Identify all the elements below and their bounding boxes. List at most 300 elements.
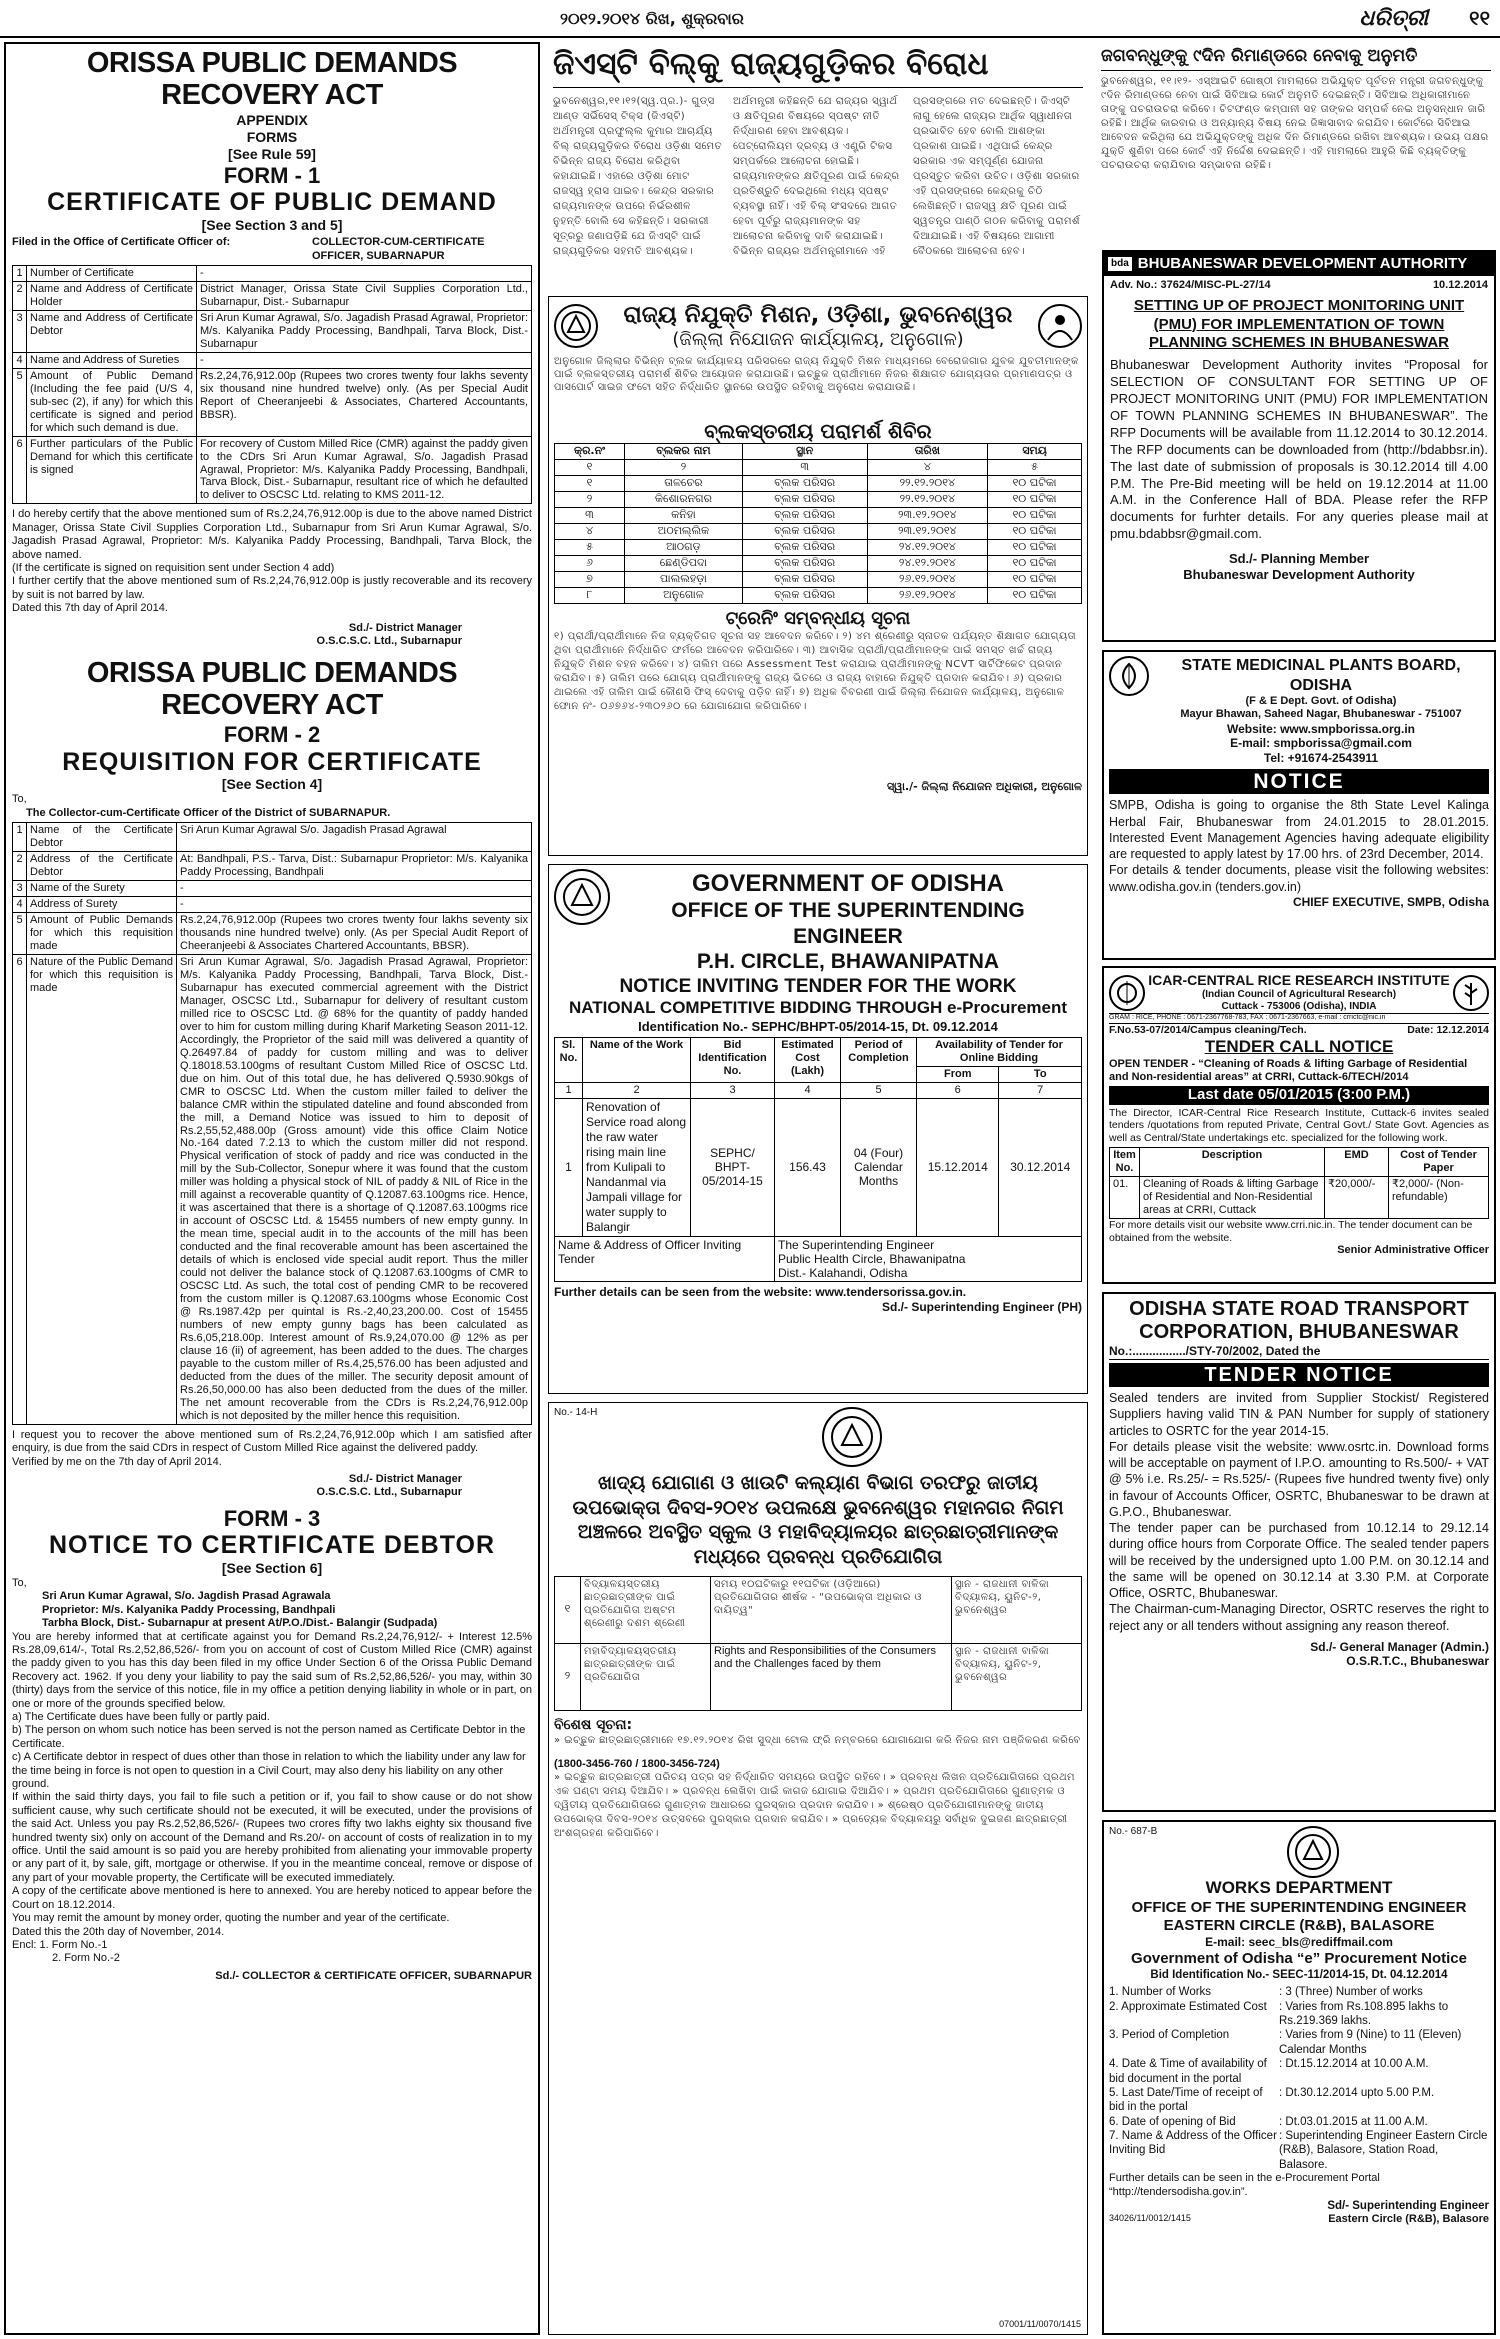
notice-date: Dated this the 20th day of November, 2014. (12, 1925, 225, 1938)
camp-cell: ବ୍ଲକ ପରିସର (742, 588, 867, 604)
works-further: Further details can be seen in the e-Procurement Portal “http://tendersodisha.gov.in”. (1109, 2172, 1380, 2198)
filed-line (12, 236, 532, 263)
crri-ref-line (1109, 1024, 1489, 1037)
table-row (555, 1098, 1082, 1236)
row-value: - (177, 897, 532, 913)
mission-logo-icon (1038, 304, 1082, 348)
row-number: 3 (13, 881, 27, 897)
office-se: OFFICE OF THE SUPERINTENDING ENGINEER (671, 899, 1025, 948)
camp-cell: ପାଲଲହଡ଼ା (625, 572, 743, 588)
remand-headline: ଜଗବନ୍ଧୁଙ୍କୁ ୯ଦିନ ରିମାଣ୍ଡରେ ନେବାକୁ ଅନୁମତି (1101, 46, 1491, 71)
works-item-label: 1. Number of Works (1109, 1986, 1212, 1999)
crri-ad (1102, 966, 1496, 1284)
camp-cell: ବ୍ଲକ ପରିସର (742, 492, 867, 508)
bda-title: BHUBANESWAR DEVELOPMENT AUTHORITY (1137, 254, 1468, 272)
row-number: 5 (13, 913, 27, 955)
camp-cell: ୩ (555, 508, 625, 524)
crri-title-block (1145, 972, 1453, 1013)
crri-cell: Cleaning of Roads & lifting Garbage of Residential and Non-Residential areas at CRRI, Cuttack (1140, 1176, 1325, 1218)
col-number: 4 (775, 1082, 841, 1098)
row-key: Name of the Certificate Debtor (27, 823, 177, 852)
nit-title: NOTICE INVITING TENDER FOR THE WORK (619, 976, 1017, 998)
table-row (13, 310, 532, 352)
table-row (555, 556, 1082, 572)
crri-file-no: F.No.53-07/2014/Campus cleaning/Tech. (1109, 1023, 1307, 1036)
camp-col-time: ସମୟ (988, 444, 1082, 460)
works-circle: EASTERN CIRCLE (R&B), BALASORE (1163, 1917, 1435, 1935)
essay-topic: ସମୟ ୧୦ଘଟିକାରୁ ୧୧ଘଟିକା (ଓଡ଼ିଆରେ) ପ୍ରତିଯୋଗିତାର ଶୀର୍ଷକ - "ଉପଭୋକ୍ତା ଅଧିକାର ଓ ଦାୟିତ୍ୱ" (711, 1576, 952, 1643)
col-number: 5 (841, 1082, 917, 1098)
crri-contact: GRAM : RICE, PHONE : 0671-2367768-783, FAX : 0671-2367663, e-mail : crrictc@nic.in (1109, 1013, 1489, 1024)
works-footer (1109, 2213, 1489, 2226)
ground-item: b) The person on whom such notice has been served is not the person named as Certificate Debtor in the Certificate. (12, 1724, 526, 1750)
food-ad-header (554, 1407, 1082, 1467)
cell-cost: 156.43 (775, 1098, 841, 1236)
essay-row-num: ୨ (555, 1643, 581, 1710)
bda-adv-date: 10.12.2014 (1432, 279, 1488, 291)
smpb-email: E-mail: smpborissa@gmail.com (1230, 736, 1412, 751)
essay-category: ବିଦ୍ୟାଳୟସ୍ତରୀୟ ଛାତ୍ରଛାତ୍ରୀଙ୍କ ପାଇଁ ପ୍ରତିଯୋଗିତା ଅଷ୍ଟମ ଶ୍ରେଣୀରୁ ଦଶମ ଶ୍ରେଣୀ (581, 1576, 711, 1643)
masthead: ଧରିତ୍ରୀ (1359, 5, 1428, 31)
works-title: WORKS DEPARTMENT (1205, 1878, 1393, 1897)
essay-row-num: ୧ (555, 1576, 581, 1643)
table-row (555, 476, 1082, 492)
odisha-emblem-icon (1287, 1826, 1339, 1878)
crri-signature: Senior Administrative Officer (1337, 1244, 1489, 1257)
smpb-title: STATE MEDICINAL PLANTS BOARD, ODISHA (1181, 657, 1461, 694)
enclosure-1: Encl: 1. Form No.-1 (12, 1938, 108, 1951)
form3-title: NOTICE TO CERTIFICATE DEBTOR (48, 1531, 496, 1560)
row-key: Name and Address of Sureties (27, 352, 197, 368)
essay-venue: ସ୍ଥାନ - ରାଜଧାନୀ ବାଳିକା ବିଦ୍ୟାଳୟ, ୟୁନିଟ-୨, ଭୁବନେଶ୍ୱର (952, 1643, 1082, 1710)
form1-title: CERTIFICATE OF PUBLIC DEMAND (47, 188, 497, 217)
camp-cell: ଆଠଗଡ଼ (625, 540, 743, 556)
officer-label: Name & Address of Officer Inviting Tender (555, 1236, 775, 1281)
cell-bid: SEPHC/ BHPT-05/2014-15 (691, 1098, 775, 1236)
smpb-ad (1102, 650, 1496, 960)
works-item-value: : Dt.15.12.2014 at 10.00 A.M. (1279, 2058, 1429, 2071)
table-row (13, 954, 532, 1424)
camp-cell: ୨୨.୧୨.୨୦୧୪ (867, 492, 988, 508)
special-note-text: » ଇଚ୍ଛୁକ ଛାତ୍ରଛାତ୍ରୀମାନେ ୧୭.୧୨.୨୦୧୪ ରିଖ ସୁଦ୍ଧା ଟୋଲ ଫ୍ରି ନମ୍ବରରେ ଯୋଗାଯୋଗ କରି ନିଜର ନାମ ପଞ୍ଜିକରଣ କରିବେ (554, 1734, 1081, 1746)
row-key: Address of Surety (27, 897, 177, 913)
row-number: 3 (13, 310, 27, 352)
request-text: I request you to recover the above mentioned sum of Rs.2,24,76,912.00p which I am satisfied after enquiry, is due from the said CDrs in respect of Custom Milled Rice against the delivered paddy. (12, 1428, 532, 1455)
works-item (1109, 2000, 1489, 2029)
row-key: Name and Address of Certificate Holder (27, 281, 197, 310)
th-period: Period of Completion (841, 1037, 917, 1082)
camp-cell: ୨୩.୧୨.୨୦୧୪ (867, 508, 988, 524)
form2-section: [See Section 4] (221, 776, 323, 793)
notice-banner: NOTICE (1109, 769, 1489, 795)
camp-cell: ବ୍ଲକ ପରିସର (742, 556, 867, 572)
works-item (1109, 2115, 1489, 2129)
row-value: - (197, 352, 532, 368)
camp-num: ୨ (625, 460, 743, 476)
row-key: Further particulars of the Public Demand for which this certificate is signed (27, 436, 197, 504)
th-bid: Bid Identification No. (691, 1037, 775, 1082)
work-tender-table (554, 1037, 1082, 1282)
signature-collector: Sd./- COLLECTOR & CERTIFICATE OFFICER, SUBARNAPUR (215, 1969, 532, 1982)
camp-cell: ବ୍ଲକ ପରିସର (742, 524, 867, 540)
row-key: Amount of Public Demand (Including the fee paid (U/S 4, sub-sec (2), if any) for which this certificate is signed and period for which such demand is due. (27, 368, 197, 436)
works-item-value: : Varies from 9 (Nine) to 11 (Eleven) Calendar Months (1279, 2029, 1462, 2056)
ph-circle-tender (548, 864, 1088, 1394)
ph-header (554, 869, 1082, 975)
smpb-address: Mayur Bhawan, Saheed Nagar, Bhubaneswar - 751007 (1180, 708, 1462, 721)
essay-topic-en: Rights and Responsibilities of the Consumers and the Challenges faced by them (714, 1644, 936, 1670)
article-body-text: ଭୁବନେଶ୍ୱର,୧୧।୧୨(ସ୍ୱ.ପ୍ର.)- ଗୁଡ୍ସ ଆଣ୍ଡ ସର୍ଭିସେସ୍ ଟିକ୍ସ (ଜିଏସ୍ଟି) ଅର୍ଥମନ୍ତ୍ରୀ ପ୍ରଫୁଲ୍ଲ କୁମାର ଆଚାର୍ଯ୍ୟ ବିଲ୍ ରାଜ୍ୟଗୁଡ଼ିକର ବିରୋଧ ଓଡ଼ିଶା ସମେତ ବିଭିନ୍ନ ରାଜ୍ୟ ବିରୋଧ କରିଥିବା କହାଯାଇଛି। ଏହାରେ ଓଡ଼ିଶା ମୋଟ ରାଜସ୍ୱ ହ୍ରାସ ପାଇବ। କେନ୍ଦ୍ର ସରକାର ରାଜ୍ୟମାନଙ୍କ ଉପରେ ନିର୍ଭରଶୀଳ ନୁହନ୍ତି ବୋଲି ସେ କହିଛନ୍ତି। ସରକାରୀ ସୂତ୍ରରୁ ଜଣାପଡ଼ିଛି ଯେ ଜିଏସ୍ଟି ପାଇଁ ରାଜ୍ୟଗୁଡ଼ିକର ସହମତି ଆବଶ୍ୟକ। ଅର୍ଥମନ୍ତ୍ରୀ କହିଛନ୍ତି ଯେ ରାଜ୍ୟର ସ୍ୱାର୍ଥ ଓ କ୍ଷତିପୂରଣ ବିଷୟରେ ସ୍ପଷ୍ଟ ନୀତି ନିର୍ଦ୍ଧାରଣ ହେବା ଆବଶ୍ୟକ। ପେଟ୍ରୋଲିୟମ ଦ୍ରବ୍ୟ ଓ ଏଣ୍ଟ୍ରି ଟିକସ ସମ୍ପର୍କରେ ଆଲୋଚନା ହୋଇଛି। ରାଜ୍ୟମାନଙ୍କର କ୍ଷତିପୂରଣ ପାଇଁ କେନ୍ଦ୍ର ପ୍ରତିଶ୍ରୁତି ଦେଇଥିଲେ ମଧ୍ୟ ସ୍ପଷ୍ଟ ବ୍ୟବସ୍ଥା ନାହିଁ। ଏହି ବିଲ୍ ସଂସଦରେ ଆଗତ ହେବା ପୂର୍ବରୁ ରାଜ୍ୟମାନଙ୍କ ସହ ଆଲୋଚନା କରିବାକୁ ଦାବି କରାଯାଇଛି। ବିଭିନ୍ନ ରାଜ୍ୟର ଅର୍ଥମନ୍ତ୍ରୀମାନେ ଏହି ପ୍ରସଙ୍ଗରେ ମତ ଦେଇଛନ୍ତି। ଜିଏସ୍ଟି ଲାଗୁ ହେଲେ ରାଜ୍ୟର ଆର୍ଥିକ ସ୍ୱାଧୀନତା ପ୍ରଭାବିତ ହେବ ବୋଲି ଆଶଙ୍କା ପ୍ରକାଶ ପାଇଛି। ଏଥିପାଇଁ କେନ୍ଦ୍ର ସରକାର ଏକ ସମ୍ପୂର୍ଣ୍ଣ ଯୋଜନା ପ୍ରସ୍ତୁତ କରିବା ଉଚିତ। ଓଡ଼ିଶା ସରକାର ଏହି ପ୍ରସଙ୍ଗରେ କେନ୍ଦ୍ରକୁ ଚିଠି ଲେଖିଛନ୍ତି। ରାଜସ୍ୱ କ୍ଷତି ପୂରଣ ପାଇଁ ସ୍ୱତନ୍ତ୍ର ପାଣ୍ଠି ଗଠନ କରିବାକୁ ପରାମର୍ଶ ଦିଆଯାଇଛି। ଏହି ବିଷୟରେ ଆଗାମୀ ବୈଠକରେ ଆଲୋଚନା ହେବ। (553, 96, 1080, 258)
odisha-emblem-icon (554, 304, 598, 348)
smpb-body: SMPB, Odisha is going to organise the 8th State Level Kalinga Herbal Fair, Bhubaneswar from 24.01.2015 to 28.01.2015. Interested Event Management Agencies having adequate eligibility are requested to apply latest by 17.00 hrs. of 23rd December, 2014. (1109, 798, 1489, 862)
officer-line: Dist.- Kalahandi, Odisha (778, 1266, 908, 1281)
cell-period: 04 (Four) Calendar Months (841, 1098, 917, 1236)
table-row (13, 897, 532, 913)
ph-title-block (614, 869, 1082, 975)
ph-circle: P.H. CIRCLE, BHAWANIPATNA (696, 950, 1000, 974)
camp-cell: ୧୦ ଘଟିକା (988, 524, 1082, 540)
smpb-website: Website: www.smpborissa.org.in (1226, 721, 1416, 736)
row-value: At: Bandhpali, P.S.- Tarva, Dist.: Subarnapur Proprietor: M/s. Kalyanika Paddy Processing, Bandhpali (177, 852, 532, 881)
leaf-emblem-icon (1109, 656, 1149, 696)
signature-dm: Sd./- District Manager (348, 621, 462, 634)
filed-value: COLLECTOR-CUM-CERTIFICATE OFFICER, SUBARNAPUR (312, 236, 485, 262)
pmu-body: Bhubaneswar Development Authority invites “Proposal for SELECTION OF CONSULTANT FOR SETTING UP OF PROJECT MONITORING UNIT (PMU) FOR IMPLEMENTATION OF TOWN PLANNING SCHEMES IN BHUBANESWAR”. The RFP Documents will be available from 11.12.2014 to 30.12.2014. The RFP documents can be downloaded from (http://bdabbsr.in). The last date of submission of proposals is 30.12.2014 till 4.00 P.M. The Pre-Bid meeting will be held on 19.12.2014 at 11.00 A.M. in the Conference Hall of BDA. Please refer the RFP documents for furhter details. For any queries please mail at pmu.bdabbsr@gmail.com. (1110, 357, 1488, 542)
identification-no: Identification No.- SEPHC/BHPT-05/2014-15, Dt. 09.12.2014 (638, 1019, 998, 1034)
bda-sig-1: Sd./- Planning Member (1228, 551, 1370, 567)
filed-label: Filed in the Office of Certificate Officer of: (12, 236, 231, 249)
notice-text-2: If within the said thirty days, you fail to file such a petition or if, you fail to show cause or do not show sufficient cause, why such certificate should not be executed, it will be executed, under the provisions of the said Act. Unless you pay Rs.2,52,86,526/- (Rupees two crores fifty two lakhs eighty six thousand five hundred twenty six) only on account of the Demand and Rs.20/- on account of costs of realization in to my office. Until the said amount is so paid you are hereby prohibited from alienating your immovable property or any part of it, by sale, gift, mortgage or otherwise. If you in the meantime conceal, remove or dispose of any part of your movable property, the Certificate will be executed immediately. (12, 1791, 532, 1884)
row-number: 1 (13, 265, 27, 281)
form3-heading: FORM - 3 (223, 1505, 321, 1531)
works-item-label: 5. Last Date/Time of receipt of bid in the portal (1109, 2086, 1263, 2114)
row-key: Number of Certificate (27, 265, 197, 281)
cell-from: 15.12.2014 (917, 1098, 999, 1236)
legal-notice-column (4, 42, 540, 2335)
ground-item: a) The Certificate dues have been fully or partly paid. (12, 1711, 270, 1724)
crri-th-item: Item No. (1110, 1148, 1140, 1177)
certification-date: Dated this 7th day of April 2014. (12, 602, 168, 615)
works-item-value: : Superintending Engineer Eastern Circle (R&B), Balasore, Station Road, Balasore. (1279, 2130, 1488, 2171)
gov-odisha: GOVERNMENT OF ODISHA (691, 870, 1004, 897)
works-sig-2: Eastern Circle (R&B), Balasore (1328, 2212, 1489, 2225)
row-value: - (177, 881, 532, 897)
row-value: District Manager, Orissa State Civil Supplies Corporation Ltd., Subarnapur, Dist.- Subarnapur (197, 281, 532, 310)
mission-intro-text: ଅନୁଗୋଳ ଜିଲ୍ଲାର ବିଭିନ୍ନ ବ୍ଲକ କାର୍ଯ୍ୟାଳୟ ପରିସରରେ ରାଜ୍ୟ ନିଯୁକ୍ତି ମିଶନ ମାଧ୍ୟମରେ ବେରୋଜଗାର ଯୁବକ ଯୁବତୀମାନଙ୍କ ପାଇଁ ବ୍ଲକସ୍ତରୀୟ ପରାମର୍ଶ ଶିବିର ଆୟୋଜନ କରାଯାଉଛି। ଇଚ୍ଛୁକ ପ୍ରାର୍ଥୀମାନେ ନିଜର ଶିକ୍ଷାଗତ ଯୋଗ୍ୟତାର ପ୍ରମାଣପତ୍ର ଓ ପାସପୋର୍ଟ ସାଇଜ ଫଟୋ ସହିତ ନିର୍ଦ୍ଧାରିତ ସ୍ଥାନରେ ଉପସ୍ଥିତ ରହିବାକୁ ଅନୁରୋଧ କରାଯାଉଛି। (554, 356, 1079, 393)
camp-title: ବ୍ଲକସ୍ତରୀୟ ପରାମର୍ଶ ଶିବିର (704, 419, 932, 443)
page-number: ୧୧ (1469, 6, 1490, 30)
works-sig-1: Sd/- Superintending Engineer (1327, 2199, 1489, 2212)
osrtc-title: ODISHA STATE ROAD TRANSPORT CORPORATION, BHUBANESWAR (1129, 1298, 1469, 1343)
form2-table (12, 822, 532, 1425)
rice-logo-icon (1453, 975, 1489, 1011)
signature-oscsc-2: O.S.C.S.C. Ltd., Subarnapur (316, 1486, 462, 1499)
gst-article (548, 42, 1088, 290)
crri-body: The Director, ICAR-Central Rice Research Institute, Cuttack-6 invites sealed tenders /quotations from reputed Private, Central Govt./ State Govt. Agencies as well as Central/State undertakings etc. specialized for the following work. (1109, 1106, 1489, 1145)
officer-line: The Superintending Engineer (778, 1237, 935, 1252)
icar-logo-icon (1109, 975, 1145, 1011)
training-title: ଟ୍ରେନିଂ ସମ୍ବନ୍ଧୀୟ ସୂଚନା (725, 608, 911, 630)
camp-schedule-table (554, 443, 1082, 604)
issue-date: ୨୦୧୨.୨୦୧୪ ରିଖ, ଶୁକ୍ରବାର (560, 9, 744, 28)
camp-cell: ୨୪.୧୨.୨୦୧୪ (867, 540, 988, 556)
camp-col-venue: ସ୍ଥାନ (742, 444, 867, 460)
food-supply-ad (548, 1402, 1088, 2335)
table-row (13, 913, 532, 955)
forms-label: FORMS (246, 128, 298, 145)
works-item-value: : Varies from Rs.108.895 lakhs to Rs.219.369 lakhs. (1279, 2000, 1449, 2028)
works-office: OFFICE OF THE SUPERINTENDING ENGINEER (1131, 1898, 1467, 1916)
camp-cell: ବ୍ଲକ ପରିସର (742, 476, 867, 492)
row-value: For recovery of Custom Milled Rice (CMR) against the paddy given to the CDrs Sri Arun Kumar Agrawal, S/o. Jagadish Prasad Agrawal, Proprietor: M/s. Kalyanika Paddy Processing, Bandhpali, Tarva Block, Dist.- Subarnapur, resultant rice of which he defaulted to deliver to OSCSC Ltd. relating to KMS 2011-12. (197, 436, 532, 504)
camp-col-block: ବ୍ଲକର ନାମ (625, 444, 743, 460)
crri-cell: ₹2,000/- (Non-refundable) (1389, 1176, 1489, 1218)
col-number: 2 (583, 1082, 691, 1098)
row-value: - (197, 265, 532, 281)
bda-body (1104, 276, 1494, 586)
row-number: 4 (13, 352, 27, 368)
row-value: Rs.2,24,76,912.00p (Rupees two crores twenty four lakhs seventy six thousand nine hundred twelve) only. (As per Special Audit Report of Cheeranjeebi & Associates, Chartered Accountants, BBSR). (197, 368, 532, 436)
table-row (555, 492, 1082, 508)
certification-text-2: I further certify that the above mentioned sum of Rs.2,24,76,912.00p is justly recoverable and its recovery by suit is not barred by law. (12, 575, 532, 601)
bda-adv-no: Adv. No.: 37624/MISC-PL-27/14 (1110, 279, 1271, 291)
th-to: To (999, 1066, 1082, 1082)
table-row (555, 524, 1082, 540)
signature-dm-2: Sd./- District Manager (348, 1473, 462, 1486)
row-number: 6 (13, 954, 27, 1424)
camp-cell: ୬ (555, 556, 625, 572)
camp-cell: ୧୦ ଘଟିକା (988, 572, 1082, 588)
crri-th-cost: Cost of Tender Paper (1389, 1148, 1489, 1177)
cell-work: Renovation of Service road along the raw water rising main line from Kulipali to Nandanmal via Jampali village for water supply to Balangir (583, 1098, 691, 1236)
table-row (13, 436, 532, 504)
certification-text: I do hereby certify that the above mentioned sum of Rs.2,24,76,912.00p is due to the above named District Manager, Orissa State Civil Supplies Corporation Ltd., Subarnapur from Sri Arun Kumar Agrawal, S/o. Jagadish Prasad Agrawal, Proprietor: M/s. Kalyanika Paddy Processing, Bandhpali, Tarva Block, the above named. (12, 508, 532, 561)
camp-cell: ୧୦ ଘଟିକା (988, 476, 1082, 492)
camp-cell: ୨ (555, 492, 625, 508)
request-verified: Verified by me on the 7th day of April 2014. (12, 1455, 222, 1468)
ncb-title: NATIONAL COMPETITIVE BIDDING THROUGH e-Procurement (568, 998, 1068, 1018)
row-key: Nature of the Public Demand for which this requisition is made (27, 954, 177, 1424)
row-key: Name of the Surety (27, 881, 177, 897)
tender-notice-banner: TENDER NOTICE (1109, 1363, 1489, 1387)
row-key: Address of the Certificate Debtor (27, 852, 177, 881)
debtor-line: Tarbha Block, Dist.- Subarnapur at present At/P.O./Dist.- Balangir (Sudpada) (42, 1617, 438, 1630)
works-header (1109, 1826, 1489, 1878)
crri-title: ICAR-CENTRAL RICE RESEARCH INSTITUTE (1148, 972, 1450, 988)
mission-subtitle: (ଜିଲ୍ଲା ନିଯୋଜନ କାର୍ଯ୍ୟାଳୟ, ଅନୁଗୋଳ) (672, 329, 964, 351)
debtor-line: Sri Arun Kumar Agrawal, S/o. Jagdish Prasad Agrawala (42, 1590, 331, 1603)
th-work: Name of the Work (583, 1037, 691, 1082)
further-details: Further details can be seen from the website: www.tendersorissa.gov.in. (554, 1285, 967, 1300)
col-number: 6 (917, 1082, 999, 1098)
crri-tender-table (1109, 1147, 1489, 1219)
col-number: 3 (691, 1082, 775, 1098)
camp-cell: ୨୩.୧୨.୨୦୧୪ (867, 524, 988, 540)
camp-cell: କିଶୋରନଗର (625, 492, 743, 508)
odisha-emblem-icon (822, 1407, 882, 1467)
form1-section: [See Section 3 and 5] (201, 217, 343, 234)
osrtc-ad (1102, 1292, 1496, 1812)
form3-section: [See Section 6] (221, 1559, 323, 1576)
mission-title-block (598, 301, 1038, 351)
crri-th-desc: Description (1140, 1148, 1325, 1177)
ground-item: c) A Certificate debtor in respect of dues other than those in relation to which the liability under any law for the time being in force is not open to question in a Civil Court, may also deny his liability on any other ground. (12, 1751, 526, 1791)
ad-number: No.- 14-H (554, 1407, 598, 1418)
camp-cell: ୧ (555, 476, 625, 492)
row-number: 6 (13, 436, 27, 504)
essay-topic-2 (711, 1643, 952, 1710)
works-item-value: : Dt.03.01.2015 at 11.00 A.M. (1279, 2115, 1428, 2128)
mission-header (554, 301, 1082, 351)
works-item-label: 3. Period of Completion (1109, 2029, 1230, 2042)
works-item (1109, 1985, 1489, 1999)
camp-cell: ୧୦ ଘଟିକା (988, 540, 1082, 556)
camp-cell: ୨୬.୧୨.୨୦୧୪ (867, 572, 988, 588)
bda-ad (1102, 250, 1496, 642)
crri-city: Cuttack - 753006 (Odisha), INDIA (1221, 1001, 1377, 1013)
row-value: Sri Arun Kumar Agrawal, S/o. Jagadish Prasad Agrawal, Proprietor: M/s. Kalyanika Paddy Processing, Bandhpali, Tarva Block, Dist.- Subarnapur (197, 310, 532, 352)
row-value: Sri Arun Kumar Agrawal S/o. Jagadish Prasad Agrawal (177, 823, 532, 852)
essay-venue: ସ୍ଥାନ - ରାଜଧାନୀ ବାଳିକା ବିଦ୍ୟାଳୟ, ୟୁନିଟ-୨, ଭୁବନେଶ୍ୱର (952, 1576, 1082, 1643)
training-info-text: ୧) ପ୍ରାର୍ଥୀ/ପ୍ରାର୍ଥୀମାନେ ନିଜ ବ୍ୟକ୍ତିଗତ ସୂଚନା ସହ ଆବେଦନ କରିବେ। ୨) ୪ମ ଶ୍ରେଣୀରୁ ସ୍ନାତକ ପର୍ଯ୍ୟନ୍ତ ଶିକ୍ଷାଗତ ଯୋଗ୍ୟତା ଥିବା ପ୍ରାର୍ଥୀମାନେ ନିର୍ଦ୍ଧାରିତ ଫର୍ମରେ ଆବେଦନ କରିପାରିବେ। ୩) ଆବାସିକ ପ୍ରାର୍ଥୀ/ପ୍ରାର୍ଥୀମାନଙ୍କ ପାଇଁ ସମସ୍ତ ଖର୍ଚ୍ଚ ରାଜ୍ୟ ନିଯୁକ୍ତି ମିଶନ ବହନ କରିବେ। ୪) ତାଲିମ ପରେ Assessment Test କରାଯାଇ ପ୍ରାର୍ଥୀମାନଙ୍କୁ NCVT ସାର୍ଟିଫିକେଟ ପ୍ରଦାନ କରାଯିବ। ୫) ତାଲିମ ପରେ ଯୋଗ୍ୟ ପ୍ରାର୍ଥୀମାନଙ୍କୁ ରାଜ୍ୟ ଭିତରେ ଓ ରାଜ୍ୟ ବାହାରେ ନିଯୁକ୍ତି ପ୍ରଦାନ କରାଯିବ। ୬) ପ୍ରକାର ଥାଇଲେ ଏହି ତାଲିମ ପାଇଁ କୌଣସି ଫିସ୍ ଦେବାକୁ ପଡ଼ିବ ନାହିଁ। ୭) ଅଧିକ ବିବରଣୀ ପାଇଁ ଜିଲ୍ଲା ନିଯୋଜନ କାର୍ଯ୍ୟାଳୟ, ଅନୁଗୋଳ ଫୋନ ନଂ- ୦୬୭୬୪-୨୩୦୨୬୦ ରେ ଯୋଗାଯୋଗ କରିପାରିବେ। (554, 631, 1077, 713)
camp-cell: ୧୦ ଘଟିକା (988, 492, 1082, 508)
smpb-tel: Tel: +91674-2543911 (1263, 751, 1379, 766)
th-sl: Sl. No. (555, 1037, 583, 1082)
appendix-label: APPENDIX (236, 111, 308, 128)
table-row (555, 572, 1082, 588)
food-ad-title: ଖାଦ୍ୟ ଯୋଗାଣ ଓ ଖାଉଟି କଲ୍ୟାଣ ବିଭାଗ ତରଫରୁ ଜାତୀୟ ଉପଭୋକ୍ତା ଦିବସ-୨୦୧୪ ଉପଲକ୍ଷେ ଭୁବନେଶ୍ୱର ମହାନଗର ନିଗମ ଅଞ୍ଚଳରେ ଅବସ୍ଥିତ ସ୍କୁଲ ଓ ମହାବିଦ୍ୟାଳୟର ଛାତ୍ରଛାତ୍ରୀମାନଙ୍କ ମଧ୍ୟରେ ପ୍ରବନ୍ଧ ପ୍ରତିଯୋଗିତା (572, 1472, 1064, 1569)
table-row (1110, 1176, 1489, 1218)
table-row (13, 281, 532, 310)
camp-cell: ୫ (555, 540, 625, 556)
crri-subtitle: (Indian Council of Agricultural Research) (1201, 989, 1397, 1001)
form1-heading: FORM - 1 (223, 163, 321, 189)
special-note-title: ବିଶେଷ ସୂଚନା: (554, 1716, 633, 1733)
debtor-address (12, 1590, 532, 1630)
crri-header (1109, 972, 1489, 1013)
row-key: Amount of Public Demands for which this requisition made (27, 913, 177, 955)
works-item (1109, 2057, 1489, 2086)
osrtc-sig-1: Sd./- General Manager (Admin.) (1310, 1639, 1489, 1654)
camp-cell: ୧୦ ଘଟିକା (988, 556, 1082, 572)
table-row (13, 852, 532, 881)
works-item (1109, 2086, 1489, 2115)
smpb-title-block (1153, 656, 1489, 766)
essay-table (554, 1576, 1082, 1711)
camp-cell: ୧୦ ଘଟିକା (988, 588, 1082, 604)
camp-cell: କନିହା (625, 508, 743, 524)
bda-header (1104, 252, 1494, 276)
bda-adv-line (1110, 279, 1488, 292)
works-bid-id: Bid Identification No.- SEEC-11/2014-15, Dt. 04.12.2014 (1150, 1969, 1448, 1982)
smpb-header (1109, 656, 1489, 766)
th-from: From (917, 1066, 999, 1082)
crri-open-tender: OPEN TENDER - “Cleaning of Roads & lifting Garbage of Residential and Non-residential areas” at CRRI, Cuttack-6/TECH/2014 (1109, 1057, 1468, 1083)
act-title: ORISSA PUBLIC DEMANDS RECOVERY ACT (86, 47, 458, 111)
crri-th-emd: EMD (1325, 1148, 1389, 1177)
form2-title: REQUISITION FOR CERTIFICATE (62, 747, 482, 776)
table-row (13, 265, 532, 281)
notice-text: You are hereby informed that at certificate against you for Demand Rs.2,24,76,912/- + Interest 12.5% Rs.28,09,614/-, Total Rs.2,52,86,526/- from you on account of cost of Custom Milled Rice (CMR) against the paddy given to you has this day been filed in my office Under Section 6 of the Orissa Public Demand Recovery act. 1962. If you deny your liability to pay the said sum of Rs.2,52,86,526/- you may, within 30 (thirty) days from the service of this notice, file in my office a petition denying liability in whole or in part, on one or more of the grounds specified below. (12, 1630, 532, 1710)
camp-cell: ଅନୁଗୋଳ (625, 588, 743, 604)
works-code: 34026/11/0012/1415 (1109, 2212, 1191, 2223)
remand-body-text: ଭୁବନେଶ୍ୱର, ୧୧।୧୨- ଏସ୍ଆଇଟି ଗୋଷ୍ଠୀ ମାମଲାରେ ଅଭିଯୁକ୍ତ ପୂର୍ବତନ ମନ୍ତ୍ରୀ ଜଗବନ୍ଧୁଙ୍କୁ ୯ଦିନ ରିମାଣ୍ଡରେ ନେବା ପାଇଁ ସିବିଆଇ କୋର୍ଟ ଅନୁମତି ଦେଇଛନ୍ତି। ସିବିଆଇ ଅଧିକାରୀମାନେ ତାଙ୍କୁ ପଚରାଉଚରା କରିବେ। ଚିଟଫଣ୍ଡ କମ୍ପାନୀ ସହ ତାଙ୍କର ସମ୍ପର୍କ ନେଇ ଅନୁସନ୍ଧାନ ଜାରି ରହିଛି। ଆର୍ଥିକ କାରବାର ଓ ଅନ୍ୟାନ୍ୟ ବିଷୟ ନେଇ ଜିଜ୍ଞାସାବାଦ କରାଯିବ। କୋର୍ଟରେ ସିବିଆଇ ଆବେଦନ କରିଥିଲା ଯେ ଅଭିଯୁକ୍ତଙ୍କୁ ଅଧିକ ଦିନ ରିମାଣ୍ଡରେ ରଖିବା ଆବଶ୍ୟକ। ଉଭୟ ପକ୍ଷର ଯୁକ୍ତି ଶୁଣିବା ପରେ କୋର୍ଟ ଏହି ନିର୍ଦ୍ଦେଶ ଦେଇଛନ୍ତି। ଏହି ମାମଲାରେ ଆହୁରି କିଛି ବ୍ୟକ୍ତିଙ୍କୁ ପଚରାଉଚରା କରାଯିବାର ସମ୍ଭାବନା ରହିଛି। (1101, 75, 1489, 171)
bda-sig-2: Bhubaneswar Development Authority (1183, 566, 1415, 582)
works-item-label: 4. Date & Time of availability of bid document in the portal (1109, 2058, 1267, 2085)
crri-more: For more details visit our website www.crri.nic.in. The tender document can be obtained from the website. (1109, 1218, 1473, 1244)
works-ad-no: No.- 687-B (1109, 1826, 1158, 1837)
works-dept-ad (1102, 1820, 1496, 2335)
signature-oscsc: O.S.C.S.C. Ltd., Subarnapur (316, 635, 462, 648)
osrtc-ref: No.:................/STY-70/2002, Dated the (1109, 1344, 1489, 1360)
special-note-text-2: » ଇଚ୍ଛୁକ ଛାତ୍ରଛାତ୍ରୀ ପରିଚୟ ପତ୍ର ସହ ନିର୍ଦ୍ଧାରିତ ସମୟରେ ଉପସ୍ଥିତ ରହିବେ। » ପ୍ରବନ୍ଧ ଲିଖନ ପ୍ରତିଯୋଗିତାରେ ପ୍ରଥମ ଏକ ଘଣ୍ଟା ସମୟ ଦିଆଯିବ। » ପ୍ରବନ୍ଧ ଲେଖିବା ପାଇଁ କାଗଜ ଯୋଗାଇ ଦିଆଯିବ। » ପ୍ରଥମ ପ୍ରତିଯୋଗିତାରେ ଗୁଣାତ୍ମକ ଓ ଦ୍ୱିତୀୟ ପ୍ରତିଯୋଗିତାରେ ଗୁଣାତ୍ମକ ଆଧାରରେ ପୁରସ୍କାର ପ୍ରଦାନ କରାଯିବ। » ଶ୍ରେଷ୍ଠ ପ୍ରତିଯୋଗୀମାନଙ୍କୁ ଜାତୀୟ ଉପଭୋକ୍ତା ଦିବସ-୨୦୧୪ ଉତ୍ସବରେ ପୁରସ୍କାର ପ୍ରଦାନ କରାଯିବ। » ପ୍ରତ୍ୟେକ ବିଦ୍ୟାଳୟରୁ ସର୍ବାଧିକ ଦୁଇଜଣ ଛାତ୍ରଛାତ୍ରୀ ଅଂଶଗ୍ରହଣ କରିପାରିବେ। (554, 1772, 1076, 1840)
ad-code: 07001/11/0070/1415 (999, 2319, 1081, 2330)
works-item-value: : 3 (Three) Number of works (1279, 1986, 1423, 1999)
camp-num: ୧ (555, 460, 625, 476)
works-item-label: 2. Approximate Estimated Cost (1109, 2000, 1267, 2013)
crri-cell: 01. (1110, 1176, 1140, 1218)
bda-logo: bda (1108, 257, 1132, 271)
osrtc-body-2: For details please visit the website: www.osrtc.in. Download forms will be acceptable on payment of I.P.O. amounting to Rs.500/- + VAT @ 5% i.e. Rs.25/- = Rs.525/- (Rupees five hundred twenty five) only in favour of Accounts Officer, OSRTC, Bhubaneswar to be drawn at G.P.O., Bhubaneswar. (1109, 1439, 1489, 1519)
camp-cell: ୧୦ ଘଟିକା (988, 508, 1082, 524)
ph-signature: Sd./- Superintending Engineer (PH) (881, 1299, 1082, 1314)
camp-cell: ଅଠମଲ୍ଲିକ (625, 524, 743, 540)
camp-num: ୫ (988, 460, 1082, 476)
osrtc-sig-2: O.S.R.T.C., Bhubaneswar (1346, 1654, 1489, 1669)
row-key: Name and Address of Certificate Debtor (27, 310, 197, 352)
table-row (13, 881, 532, 897)
camp-cell: ୮ (555, 588, 625, 604)
works-email: E-mail: seec_bls@rediffmail.com (1205, 1935, 1393, 1950)
camp-cell: ବ୍ଲକ ପରିସର (742, 540, 867, 556)
row-number: 5 (13, 368, 27, 436)
camp-num: ୩ (742, 460, 867, 476)
works-details (1109, 1985, 1489, 2172)
camp-cell: ଛେଣ୍ଡିପଦା (625, 556, 743, 572)
camp-cell: ୨୪.୧୨.୨୦୧୪ (867, 556, 988, 572)
form2-heading: FORM - 2 (223, 722, 321, 748)
to-label: To, (12, 793, 27, 806)
toll-free-phones: (1800-3456-760 / 1800-3456-724) (554, 1757, 720, 1770)
remand-article (1096, 42, 1496, 244)
th-availability: Availability of Tender for Online Bidding (917, 1037, 1082, 1066)
officer-address (775, 1236, 1082, 1281)
row-number: 2 (13, 852, 27, 881)
page-header (0, 0, 1500, 38)
camp-cell: ତାଳଚେର (625, 476, 743, 492)
col-number: 1 (555, 1082, 583, 1098)
osrtc-body-3: The tender paper can be purchased from 10.12.14 to 29.12.14 during office hours from Corporate Office. The sealed tender papers will be received by the undersigned upto 1.00 P.M. on 30.12.14 and the same will be opened on 30.12.14 at 3.30 P.M. at Corporate Office, OSRTC, Bhubaneswar. (1109, 1521, 1489, 1601)
grounds-list (12, 1711, 532, 1791)
odisha-emblem-icon (554, 869, 610, 925)
camp-cell: ୪ (555, 524, 625, 540)
officer-line: Public Health Circle, Bhawanipatna (778, 1251, 966, 1266)
employment-mission-ad (548, 296, 1088, 856)
mission-title: ରାଜ୍ୟ ନିଯୁକ୍ତି ମିଶନ, ଓଡ଼ିଶା, ଭୁବନେଶ୍ୱର (623, 302, 1013, 328)
cell-sl: 1 (555, 1098, 583, 1236)
row-number: 2 (13, 281, 27, 310)
essay-category: ମହାବିଦ୍ୟାଳୟସ୍ତରୀୟ ଛାତ୍ରଛାତ୍ରୀଙ୍କ ପାଇଁ ପ୍ରତିଯୋଗିତା (581, 1643, 711, 1710)
camp-num: ୪ (867, 460, 988, 476)
to-line: The Collector-cum-Certificate Officer of the District of SUBARNAPUR. (26, 806, 391, 819)
camp-col-date: ତାରିଖ (867, 444, 988, 460)
cell-to: 30.12.2014 (999, 1098, 1082, 1236)
tender-call-title: TENDER CALL NOTICE (1204, 1036, 1394, 1056)
table-row (13, 823, 532, 852)
last-date-banner: Last date 05/01/2015 (3:00 P.M.) (1109, 1086, 1489, 1104)
form1-table (12, 265, 532, 504)
certification-note: (If the certificate is signed on requisition sent under Section 4 add) (12, 562, 335, 575)
